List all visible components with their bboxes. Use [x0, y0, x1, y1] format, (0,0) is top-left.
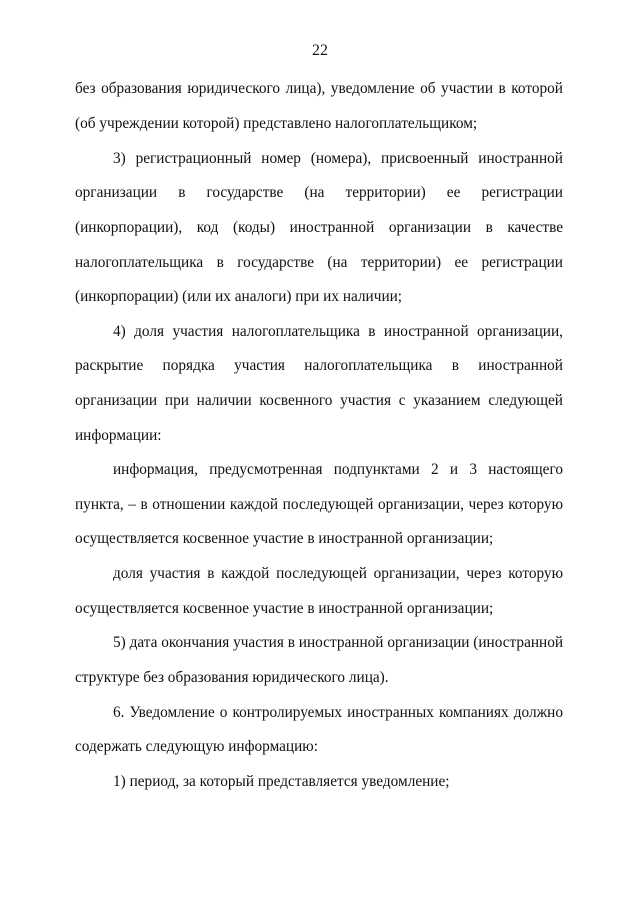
text-line: (инкорпорации) (или их аналоги) при их наличии;: [75, 288, 403, 305]
text-line: 4) доля участия налогоплательщика в иностранной организации,: [113, 323, 563, 340]
text-line: налогоплательщика в государстве (на территории) ее регистрации: [75, 254, 563, 271]
text-line: организации при наличии косвенного участия с указанием следующей: [75, 392, 563, 409]
text-line: (инкорпорации), код (коды) иностранной организации в качестве: [75, 219, 563, 236]
text-line: раскрытие порядка участия налогоплательщика в иностранной: [75, 357, 563, 374]
text-line: без образования юридического лица), уведомление об участии в которой: [75, 80, 563, 97]
text-line: организации в государстве (на территории) ее регистрации: [75, 184, 563, 201]
text-line: пункта, – в отношении каждой последующей организации, через которую: [75, 496, 563, 513]
text-line: содержать следующую информацию:: [75, 738, 318, 755]
text-line: осуществляется косвенное участие в иностранной организации;: [75, 600, 494, 617]
text-line: (об учреждении которой) представлено налогоплательщиком;: [75, 115, 478, 132]
page-number: 22: [312, 42, 328, 59]
text-line: 1) период, за который представляется уведомление;: [113, 773, 450, 790]
text-line: доля участия в каждой последующей организации, через которую: [113, 565, 563, 582]
text-line: информации:: [75, 427, 162, 444]
text-line: 5) дата окончания участия в иностранной организации (иностранной: [113, 634, 564, 651]
text-line: 6. Уведомление о контролируемых иностранных компаниях должно: [113, 704, 563, 721]
text-line: информация, предусмотренная подпунктами 2 и 3 настоящего: [113, 461, 563, 478]
text-line: осуществляется косвенное участие в иностранной организации;: [75, 530, 494, 547]
text-line: 3) регистрационный номер (номера), присвоенный иностранной: [113, 150, 563, 167]
text-line: структуре без образования юридического лица).: [75, 669, 389, 686]
